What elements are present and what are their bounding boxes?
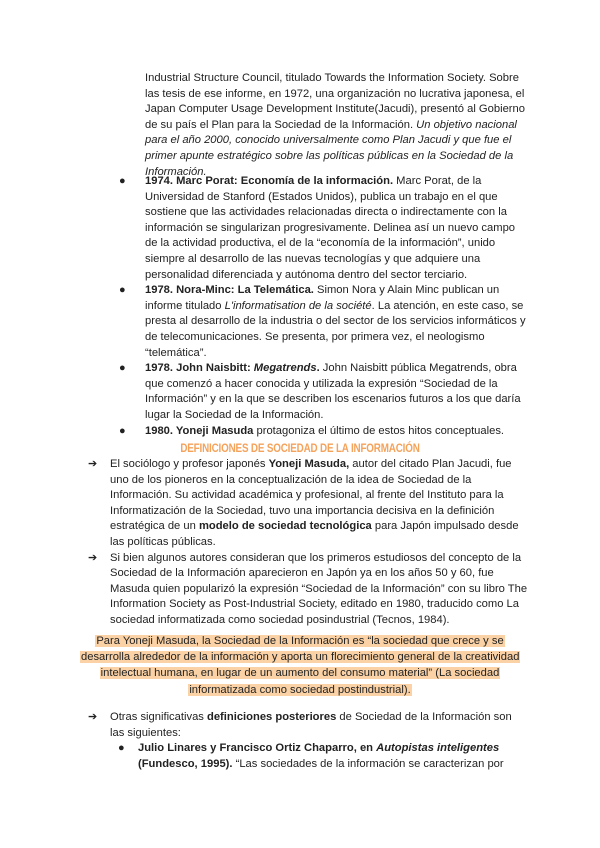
section-heading: DEFINICIONES DE SOCIEDAD DE LA INFORMACIÓN <box>180 441 420 455</box>
bullet-icon: ● <box>119 284 126 297</box>
others-text: Otras significativas <box>110 711 207 723</box>
list-item <box>116 361 526 423</box>
milestone-text: John Naisbitt pública Megatrends, obra que comenzó a hacer conocida y utilizada la expresión “Sociedad de la Información” y en la que se describen los escenarios futuros a los que daría lugar la Sociedad de la Información. <box>145 362 521 421</box>
quote-text: Para Yoneji Masuda, la Sociedad de la Información es “la sociedad que crece y se desarrolla alrededor de la información y aporta un florecimiento general de la creatividad intelectual humana, en lugar de un aumento del consumo material” (La sociedad informatizada como sociedad postindustrial). <box>81 635 520 696</box>
milestone-text: Marc Porat, de la Universidad de Stanford (Estados Unidos), publica un trabajo en el que sostiene que las actividades relacionadas directa o indirectamente con la información se singularizan progresivamente. Delinea así un nuevo campo de la actividad productiva, el de la “economía de la información”, unido siempre al desarrollo de las nuevas tecnologías y que adquiere una personalidad diferenciada y autónoma dentro del sector terciario. <box>145 175 516 281</box>
milestone-text: . La atención, en este caso, se presta al desarrollo de la industria o del sector de los servicios informáticos y de telecomunicaciones. Se presenta, por primera vez, el neologismo “telemática”. <box>145 299 526 359</box>
list-item <box>88 457 528 551</box>
milestone-title-end: . <box>316 362 320 375</box>
list-item <box>88 710 528 772</box>
milestone-title: 1978. John Naisbitt: <box>145 362 254 375</box>
highlighted-quote <box>80 633 520 698</box>
milestone-text: Simon Nora y Alain Minc publican un informe titulado <box>145 284 500 312</box>
sub-list <box>110 741 528 772</box>
sub-bold: (Fundesco, 1995). <box>138 757 233 770</box>
list-item <box>88 551 528 629</box>
definition-bold: modelo de sociedad tecnológica <box>198 520 372 533</box>
definition-text: Si bien algunos autores consideran que los primeros estudiosos del concepto de la Sociedad de la Información aparecieron en Japón ya en los años 50 y 60, fue Masuda quien popularizó la expresión “Sociedad de la Información” con su libro The Information Society as Post-Industrial Society, editado en 1980, traducido como La sociedad informatizada como sociedad posindustrial (Tecnos, 1984). <box>110 551 528 626</box>
definitions-list <box>88 457 528 629</box>
milestone-title: 1974. Marc Porat: Economía de la información. <box>145 175 394 187</box>
milestone-book-title: Megatrends <box>253 362 317 375</box>
intro-italic: Un objetivo nacional para el año 2000, conocido universalmente como Plan Jacudi y que fue el primer apunte estratégico sobre las políticas públicas en la Sociedad de la Información. <box>145 118 517 178</box>
list-item <box>116 424 526 440</box>
others-text: de Sociedad de la Información son las siguientes: <box>110 711 512 739</box>
other-definitions-list <box>88 710 528 772</box>
definition-bold: Yoneji Masuda, <box>268 458 350 470</box>
milestone-italic: L'informatisation de la société <box>224 299 372 312</box>
sub-book-title: Autopistas inteligentes <box>376 742 500 755</box>
arrow-right-icon: ➔ <box>88 711 98 723</box>
definition-text: El sociólogo y profesor japonés <box>110 458 269 470</box>
bullet-icon: ● <box>118 742 125 755</box>
list-item <box>116 174 526 283</box>
milestones-list <box>116 174 526 439</box>
bullet-icon: ● <box>119 362 126 375</box>
arrow-right-icon: ➔ <box>88 458 98 470</box>
milestone-text: protagoniza el último de estos hitos conceptuales. <box>253 424 505 437</box>
sub-bold: Julio Linares y Francisco Ortiz Chaparro, en <box>138 742 377 755</box>
definition-text: autor del citado Plan Jacudi, fue uno de los pioneros en la conceptualización de la idea de Sociedad de la Información. Su actividad académica y profesional, al frente del Instituto para la Informatización de la Sociedad, tuvo una importancia decisiva en la definición estratégica de un <box>110 458 512 533</box>
intro-paragraph <box>145 71 525 180</box>
list-item <box>116 283 526 361</box>
bullet-icon: ● <box>119 175 126 187</box>
others-bold: definiciones posteriores <box>207 711 337 723</box>
list-item <box>110 741 528 772</box>
arrow-right-icon: ➔ <box>88 551 98 564</box>
milestone-title: 1978. Nora-Minc: La Telemática. <box>145 284 314 297</box>
definition-text: para Japón impulsado desde las políticas públicas. <box>110 520 519 548</box>
bullet-icon: ● <box>119 424 126 437</box>
intro-text: Industrial Structure Council, titulado Towards the Information Society. Sobre las tesis de ese informe, en 1972, una organización no lucrativa japonesa, el Japan Computer Usage Development Institute(Jacudi), presentó al Gobierno de su país el Plan para la Sociedad de la Información. <box>145 72 525 131</box>
milestone-title: 1980. Yoneji Masuda <box>145 424 254 437</box>
sub-text: “Las sociedades de la información se caracterizan por <box>232 757 504 770</box>
